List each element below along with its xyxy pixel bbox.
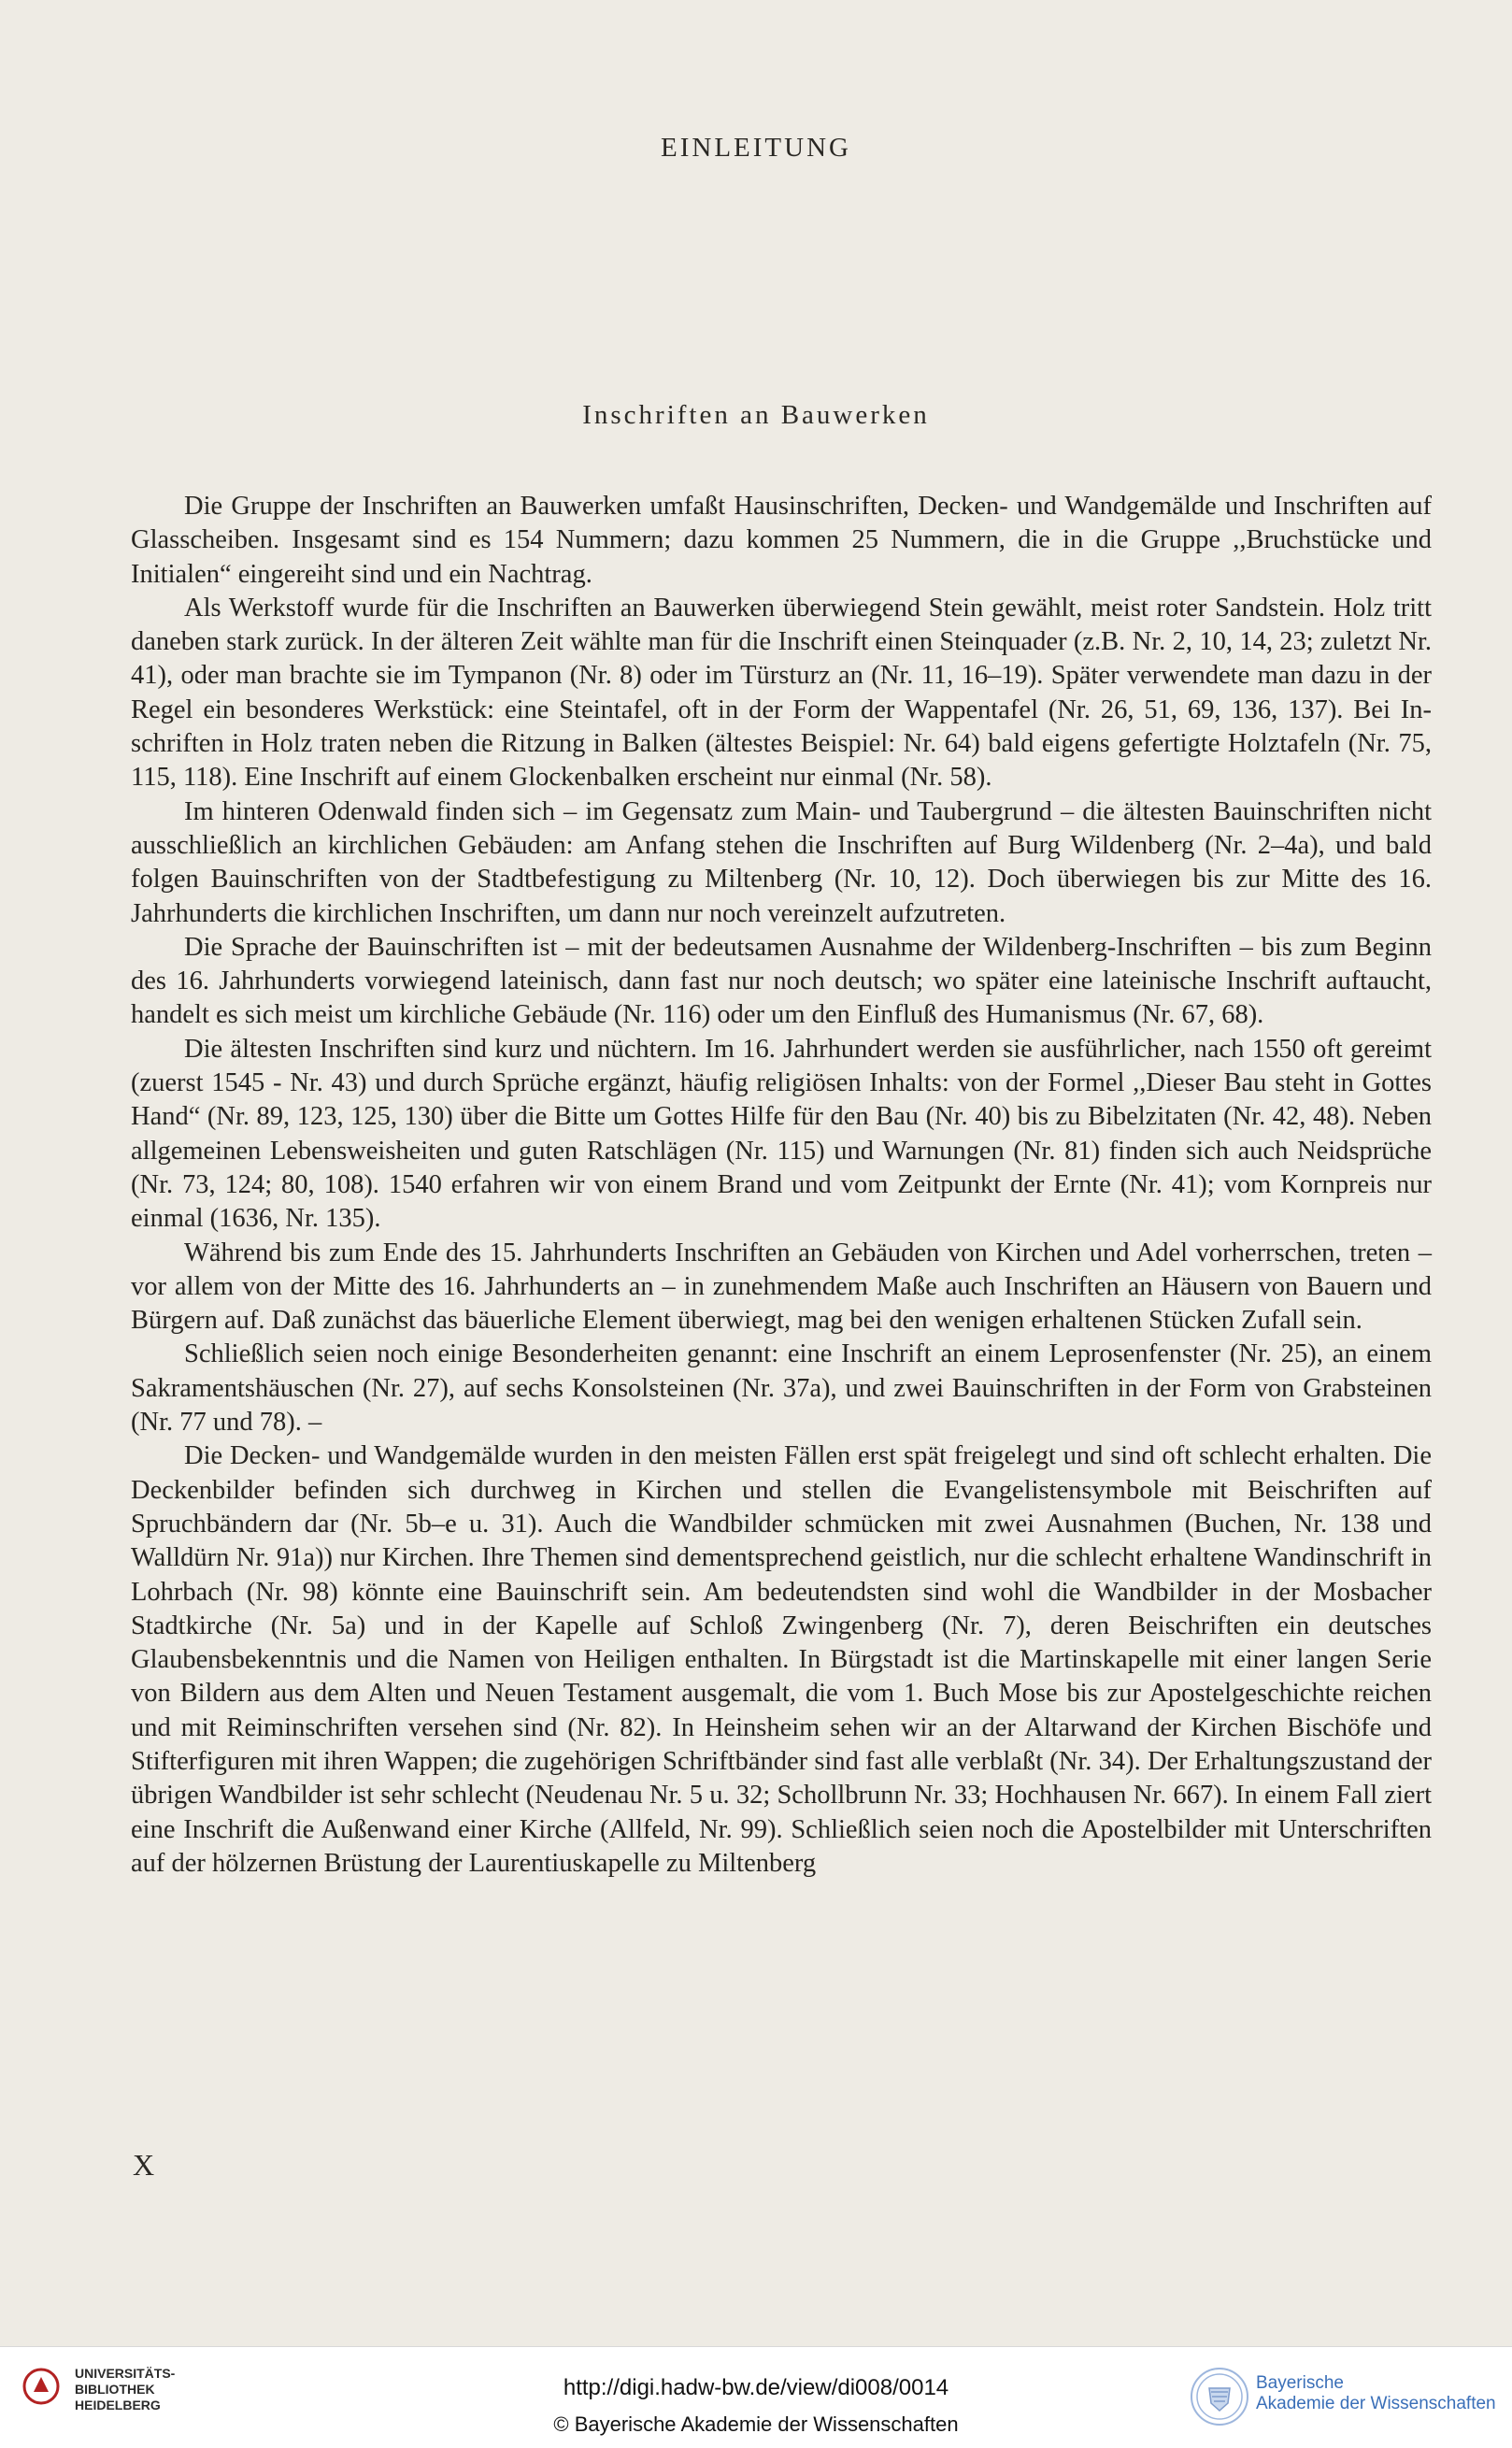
paragraph: Die Decken- und Wandgemälde wurden in den meisten Fällen erst spät freigelegt und sind oft schlecht erhalten. Die Deckenbilder befinden sich durchweg in Kirchen und stellen die Evangelistensymbole mit Beischriften auf Spruchbändern dar (Nr. 5b–e u. 31). Auch die Wandbilder schmücken mit zwei Ausnahmen (Buchen, Nr. 138 und Walldürn Nr. 91a)) nur Kirchen. Ihre Themen sind dementsprechend geistlich, nur die schlecht erhaltene Wandinschrift in Lohrbach (Nr. 98) könnte eine Bauinschrift sein. Am bedeutendsten sind wohl die Wandbilder in der Mosbacher Stadtkirche (Nr. 5a) und in der Kapelle auf Schloß Zwingenberg (Nr. 7), deren Beischriften ein deutsches Glaubensbekenntnis und die Namen von Heiligen enthalten. In Bürgstadt ist die Martinskapelle mit einer langen Serie von Bildern aus dem Alten und Neuen Testament ausgemalt, die vom 1. Buch Mose bis zur Apostelgeschichte reichen und mit Reiminschriften versehen sind (Nr. 82). In Heinsheim sehen wir an der Altarwand der Kirchen Bischöfe und Stifterfiguren mit ihren Wappen; die zugehörigen Schriftbänder sind fast alle verblaßt (Nr. 34). Der Erhaltungszustand der übrigen Wandbilder ist sehr schlecht (Neudenau Nr. 5 u. 32; Schollbrunn Nr. 33; Hochhausen Nr. 667). In einem Fall ziert eine Inschrift die Außenwand einer Kirche (Allfeld, Nr. 99). Schließlich seien noch die Apostelbilder mit Unterschriften auf der hölzernen Brüstung der Laurentiuskapelle zu Miltenberg <box>131 1441 1432 1878</box>
page-heading: EINLEITUNG <box>661 133 851 163</box>
copyright-notice: © Bayerische Akademie der Wissenschaften <box>553 2412 959 2436</box>
paragraph: Die Gruppe der Inschriften an Bauwerken umfaßt Hausinschriften, Decken- und Wandgemälde und Inschriften auf Glasscheiben. Insgesamt sind es 154 Nummern; dazu kommen 25 Nummern, die in die Gruppe ,,Bruchstücke und Initialen“ eingereiht sind und ein Nachtrag. <box>131 492 1432 589</box>
logo-line: Akademie der Wissenschaften <box>1256 2394 1496 2413</box>
logo-line: UNIVERSITÄTS- <box>75 2366 176 2381</box>
academy-seal-icon <box>1189 2366 1250 2427</box>
logo-line: HEIDELBERG <box>75 2398 161 2412</box>
body-text <box>131 490 1432 1881</box>
paragraph: Im hinteren Odenwald finden sich – im Gegensatz zum Main- und Taubergrund – die ältesten Bauinschriften nicht ausschließlich an kirchlichen Gebäuden: am Anfang stehen die Inschriften auf Burg Wildenberg (Nr. 2–4a), und bald folgen Bauinschriften von der Stadtbefestigung zu Miltenberg (Nr. 10, 12). Doch überwiegen bis zur Mitte des 16. Jahrhunderts die kirchlichen Inschriften, um dann nur noch vereinzelt aufzutreten. <box>131 796 1432 928</box>
paragraph: Während bis zum Ende des 15. Jahrhunderts Inschriften an Gebäuden von Kirchen und Adel vorherrschen, treten – vor allem von der Mitte des 16. Jahrhunderts an – in zunehmendem Maße auch Inschriften an Häusern von Bauern und Bürgern auf. Daß zunächst das bäuerliche Element überwiegt, mag bei den wenigen erhaltenen Stücken Zufall sein. <box>131 1238 1432 1336</box>
source-url-link[interactable]: http://digi.hadw-bw.de/view/di008/0014 <box>563 2375 949 2400</box>
page-number: X <box>133 2148 155 2182</box>
section-subheading: Inschriften an Bauwerken <box>582 400 930 430</box>
paragraph: Schließlich seien noch einige Besonderheiten genannt: eine Inschrift an einem Leprosenfenster (Nr. 25), an einem Sakramentshäuschen (Nr. 27), auf sechs Konsolsteinen (Nr. 37a), und zwei Bauinschriften in der Form von Grabsteinen (Nr. 77 und 78). – <box>131 1339 1432 1438</box>
logo-line: BIBLIOTHEK <box>75 2382 155 2397</box>
paragraph: Als Werkstoff wurde für die Inschriften an Bauwerken überwiegend Stein gewählt, meist roter Sandstein. Holz tritt daneben stark zurück. In der älteren Zeit wählte man für die Inschrift einen Steinquader (z.B. Nr. 2, 10, 14, 23; zuletzt Nr. 41), oder man brachte sie im Tympanon (Nr. 8) oder im Türsturz an (Nr. 11, 16–19). Später verwendete man dazu in der Regel ein besonderes Werkstück: eine Steintafel, oft in der Form der Wappentafel (Nr. 26, 51, 69, 136, 137). Bei Inschriften in Holz traten neben die Ritzung in Balken (ältestes Beispiel: Nr. 64) bald eigens gefertigte Holztafeln (Nr. 75, 115, 118). Eine Inschrift auf einem Glockenbalken erscheint nur einmal (Nr. 58). <box>131 593 1432 793</box>
paragraph: Die ältesten Inschriften sind kurz und nüchtern. Im 16. Jahrhundert werden sie ausführlicher, nach 1550 oft gereimt (zuerst 1545 - Nr. 43) und durch Sprüche ergänzt, häufig religiösen Inhalts: von der Formel ,,Dieser Bau steht in Gottes Hand“ (Nr. 89, 123, 125, 130) über die Bitte um Gottes Hilfe für den Bau (Nr. 40) bis zu Bibelzitaten (Nr. 42, 48). Neben allgemeinen Lebensweisheiten und guten Ratschlägen (Nr. 115) und Warnungen (Nr. 81) finden sich auch Neidsprüche (Nr. 73, 124; 80, 108). 1540 erfahren wir von einem Brand und vom Zeitpunkt der Ernte (Nr. 41); vom Kornpreis nur einmal (1636, Nr. 135). <box>131 1034 1432 1234</box>
paragraph: Die Sprache der Bauinschriften ist – mit der bedeutsamen Ausnahme der Wildenberg-Inschriften – bis zum Beginn des 16. Jahrhunderts vorwiegend lateinisch, dann fast nur noch deutsch; wo später eine lateinische Inschrift auftaucht, handelt es sich meist um kirchliche Gebäude (Nr. 116) oder um den Einfluß des Humanismus (Nr. 67, 68). <box>131 932 1432 1030</box>
logo-line: Bayerische <box>1256 2373 1344 2393</box>
viewer-footer <box>0 2346 1512 2448</box>
academy-name <box>1256 2373 1496 2414</box>
